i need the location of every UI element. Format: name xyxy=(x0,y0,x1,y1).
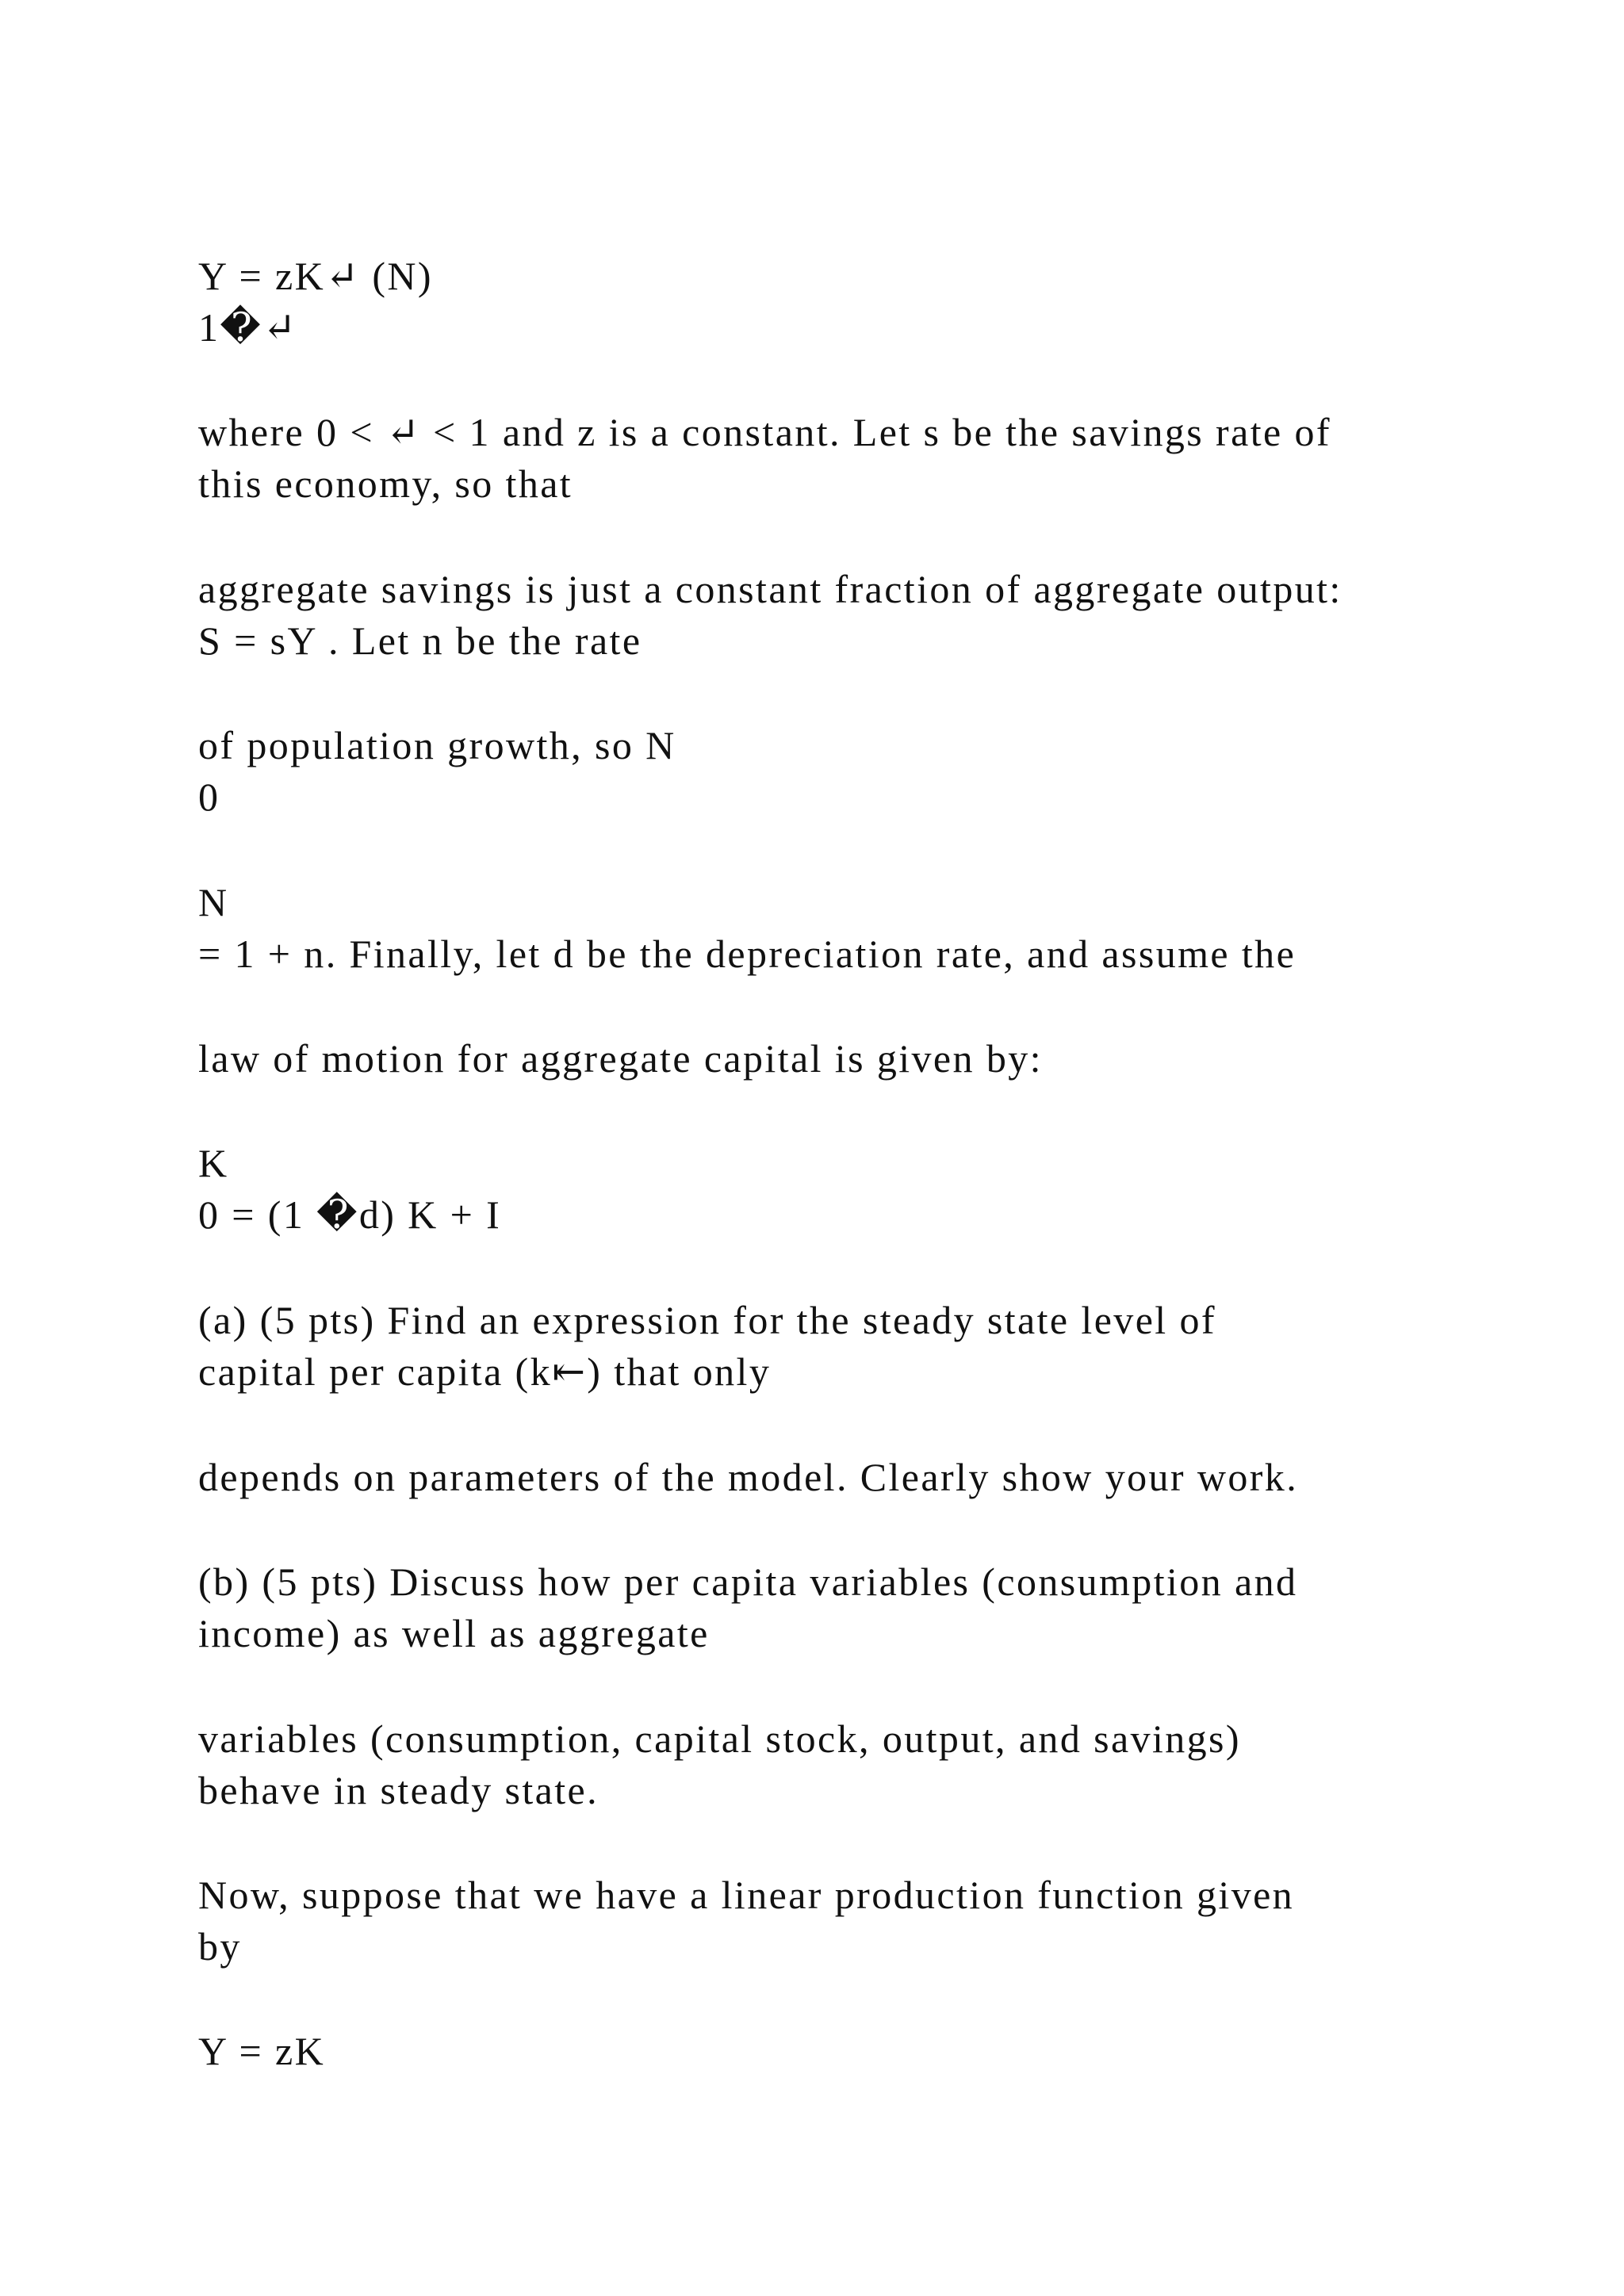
text-line: law of motion for aggregate capital is given by: xyxy=(198,1036,1043,1081)
text-line: Y = zK↵ (N) xyxy=(198,254,433,298)
text-line: S = sY . Let n be the rate xyxy=(198,618,642,663)
text-line: of population growth, so N xyxy=(198,723,676,767)
text-line: Y = zK xyxy=(198,2029,326,2073)
text-line: by xyxy=(198,1924,242,1969)
text-line: 1�↵ xyxy=(198,305,298,350)
text-line: this economy, so that xyxy=(198,461,573,506)
text-line: (a) (5 pts) Find an expression for the steady state level of xyxy=(198,1298,1216,1342)
text-line: Now, suppose that we have a linear production function given xyxy=(198,1873,1295,1917)
text-line: N xyxy=(198,880,229,924)
text-line: depends on parameters of the model. Clearly show your work. xyxy=(198,1455,1299,1499)
text-line: aggregate savings is just a constant fraction of aggregate output: xyxy=(198,567,1342,611)
text-line: capital per capita (k⇤) that only xyxy=(198,1349,772,1394)
text-line: = 1 + n. Finally, let d be the depreciation rate, and assume the xyxy=(198,932,1297,976)
text-line: income) as well as aggregate xyxy=(198,1611,710,1655)
text-line: K xyxy=(198,1141,229,1185)
text-line: 0 = (1 �d) K + I xyxy=(198,1192,502,1237)
text-line: variables (consumption, capital stock, output, and savings) xyxy=(198,1716,1241,1761)
text-line: (b) (5 pts) Discuss how per capita variables (consumption and xyxy=(198,1559,1298,1604)
text-line: where 0 < ↵ < 1 and z is a constant. Let s be the savings rate of xyxy=(198,410,1331,454)
text-line: 0 xyxy=(198,775,220,819)
text-line: behave in steady state. xyxy=(198,1768,599,1812)
